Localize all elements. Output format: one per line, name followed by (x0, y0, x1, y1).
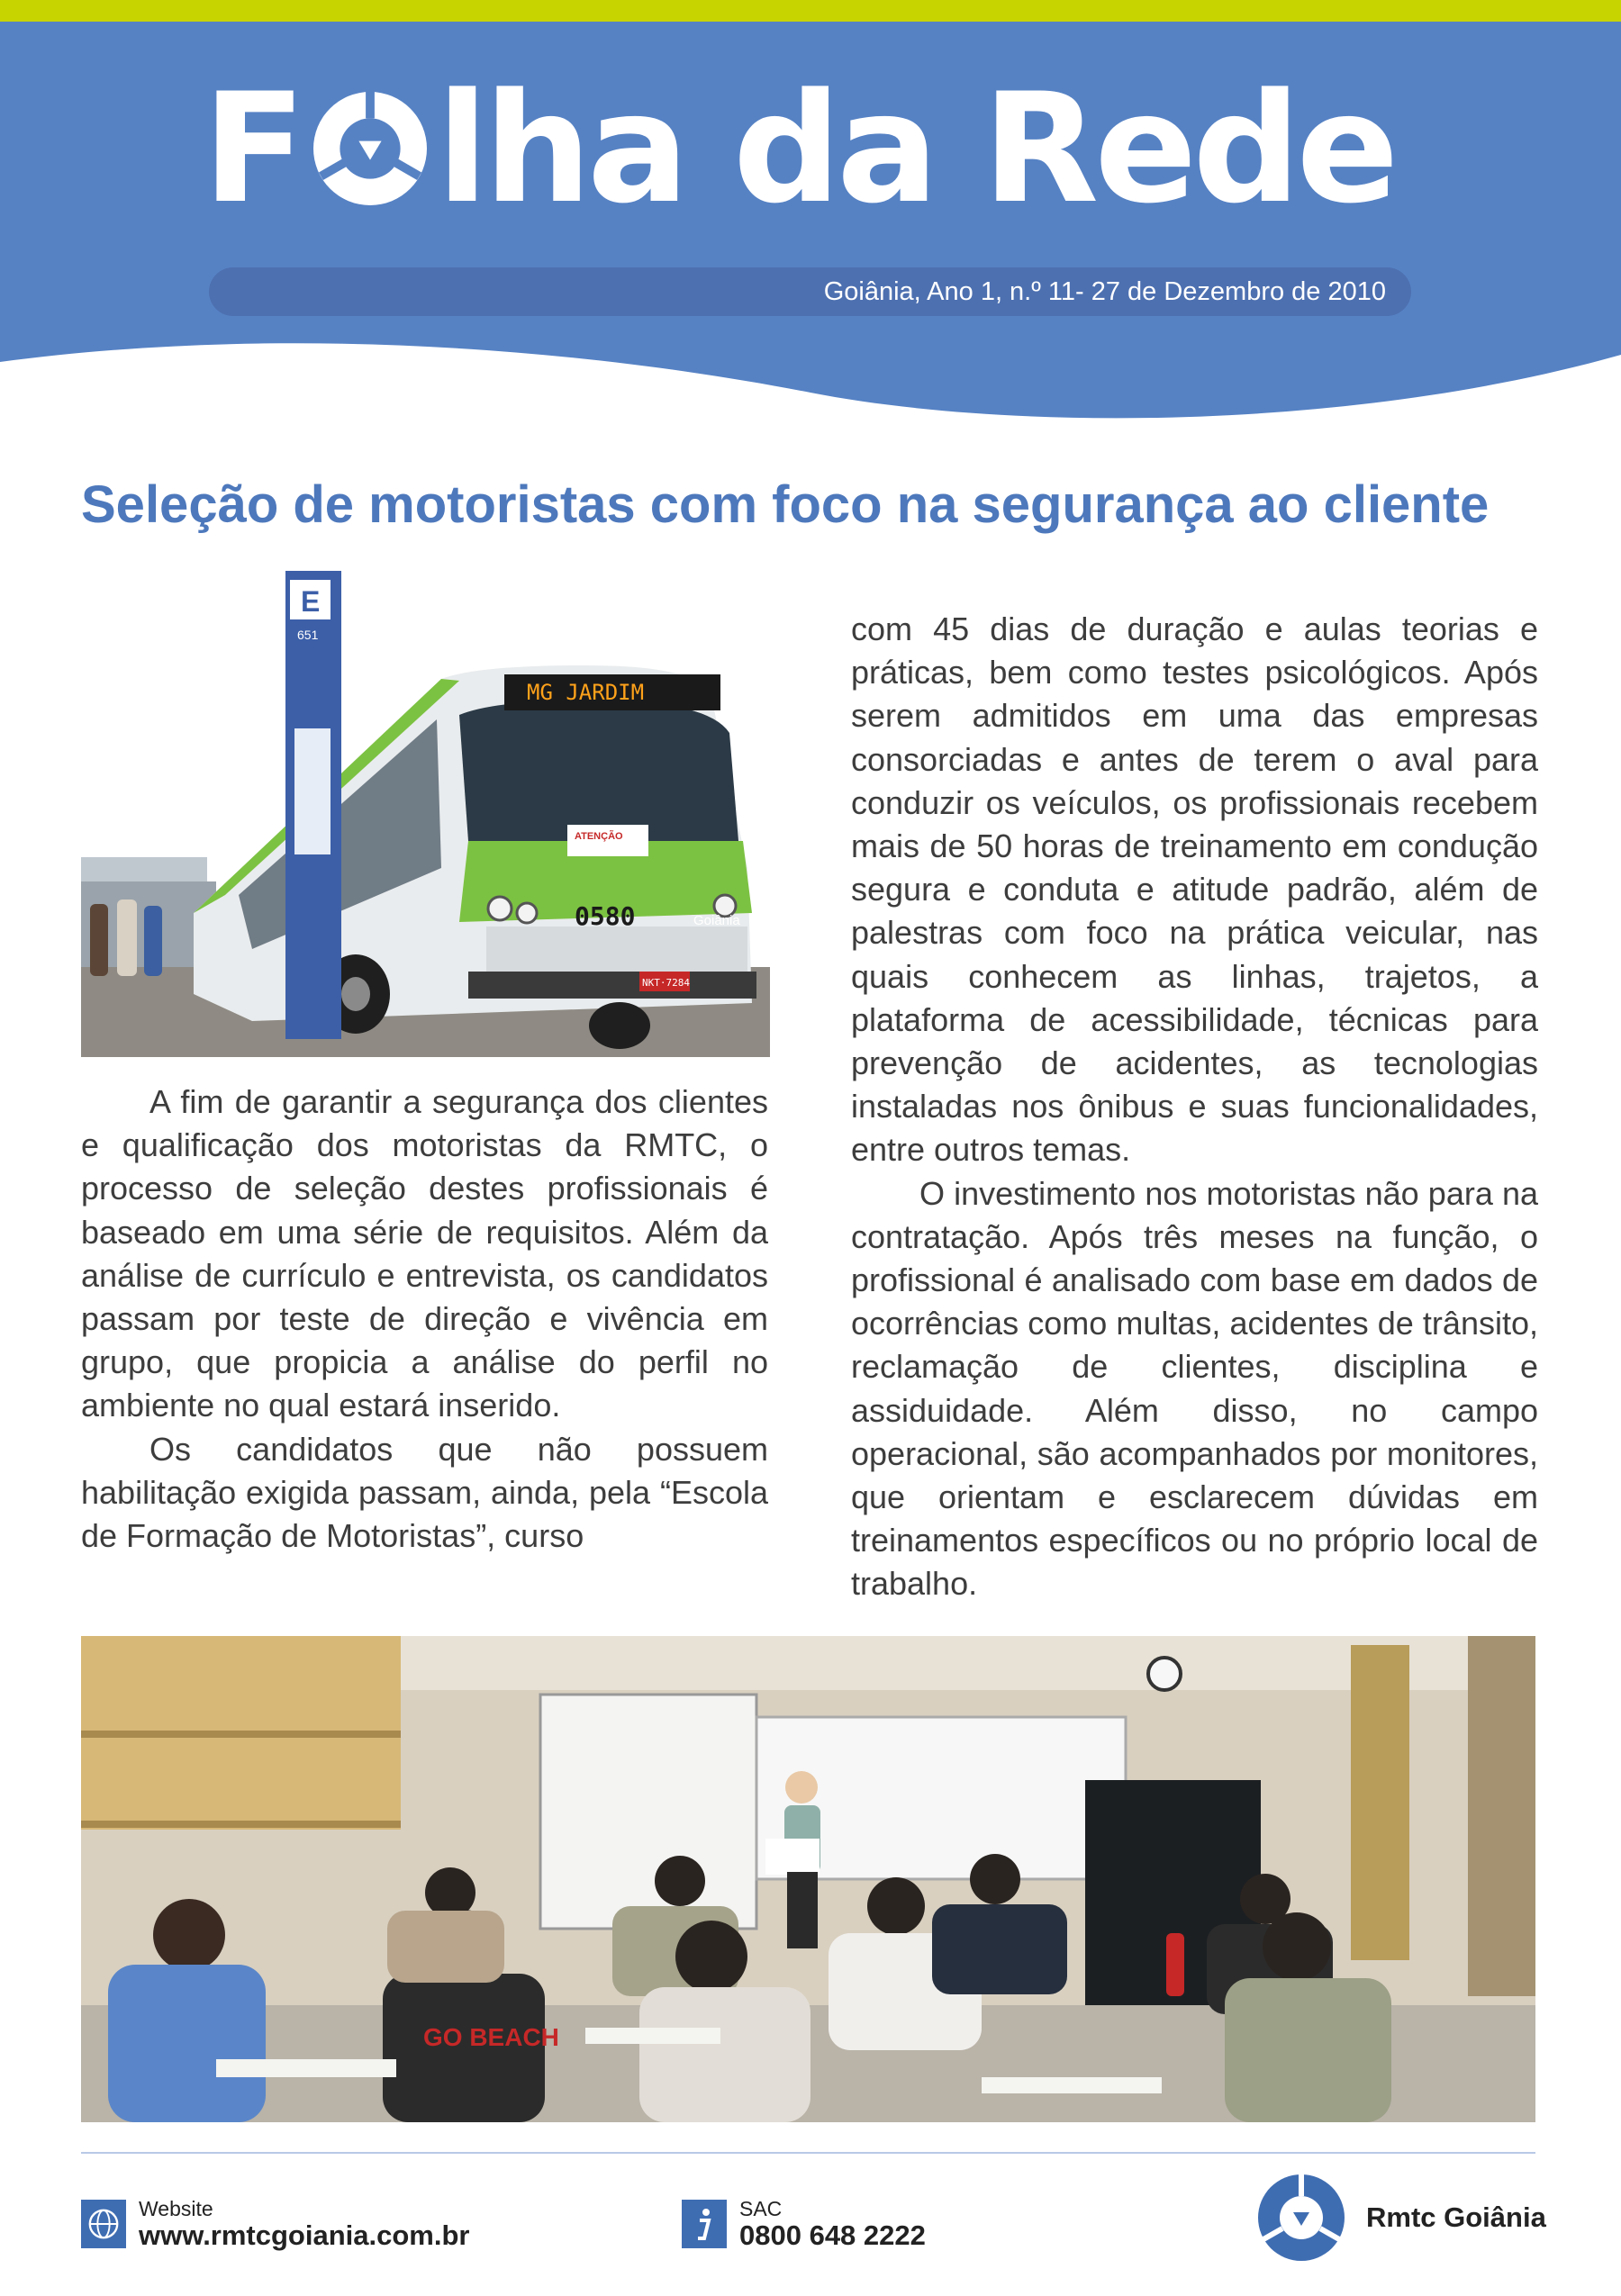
issue-info: Goiânia, Ano 1, n.º 11- 27 de Dezembro de 2010 (209, 267, 1411, 316)
website-label: Website (139, 2197, 213, 2220)
shirt-print-text: GO BEACH (423, 2023, 559, 2051)
info-icon (682, 2200, 727, 2248)
article-paragraph: A fim de garantir a segurança dos clientes e qualificação dos motoristas da RMTC, o processo de seleção destes profissionais é baseado em uma série de requisitos. Além da análise de currículo e entrevista, os candidatos passam por teste de direção e vivência em grupo, que propicia a análise do perfil no ambiente no qual estará inserido. (81, 1083, 768, 1424)
fleet-number: 0580 (575, 901, 636, 931)
article-column-right (851, 608, 1538, 1606)
title-rest: lha da Rede (436, 60, 1395, 237)
sac-phone: 0800 648 2222 (739, 2219, 926, 2251)
bus-notice: ATENÇÃO (575, 831, 623, 842)
globe-icon (81, 2200, 126, 2248)
rmtc-logo-icon (307, 86, 433, 212)
article-paragraph: Os candidatos que não possuem habilitação exigida passam, ainda, pela “Escola de Formação de Motoristas”, curso (81, 1430, 768, 1555)
rmtc-logo-icon (1256, 2173, 1346, 2263)
footer-website[interactable] (81, 2197, 469, 2251)
article-headline: Seleção de motoristas com foco na segurança ao cliente (81, 475, 1490, 534)
plate-number: NKT·7284 (642, 977, 690, 989)
brand-name: Rmtc Goiânia (1366, 2201, 1546, 2233)
sac-label: SAC (739, 2197, 783, 2220)
article-paragraph: O investimento nos motoristas não para na contratação. Após três meses na função, o profissional é analisado com base em dados de ocorrências como multas, acidentes de trânsito, reclamação de clientes, disciplina e assiduidade. Além disso, no campo operacional, são acompanhados por monitores, que orientam e esclarecem dúvidas em treinamentos específicos ou no próprio local de trabalho. (851, 1174, 1538, 1603)
article-column-left (81, 1080, 768, 1558)
article-paragraph: com 45 dias de duração e aulas teorias e práticas, bem como testes psicológicos. Após serem admitidos em uma das empresas consorciadas e antes de terem o aval para conduzir os veículos, os profissionais recebem mais de 50 horas de treinamento em condução segura e conduta e atitude padrão, além de palestras com foco na prática veicular, nas quais conhecem as linhas, trajetos, a plataforma de acessibilidade, técnicas para prevenção de acidentes, as tecnologias instaladas nos ônibus e suas funcionalidades, entre outros temas. (851, 610, 1538, 1169)
bus-photo (81, 571, 770, 1057)
newsletter-title (203, 60, 1395, 237)
bus-stop-letter: E (301, 585, 321, 618)
website-link[interactable]: www.rmtcgoiania.com.br (139, 2219, 470, 2251)
footer-brand (1256, 2173, 1546, 2263)
classroom-photo (81, 1636, 1535, 2122)
bus-brand-label: Goiânia (693, 913, 740, 928)
bus-stop-code: 651 (297, 628, 319, 642)
destination-sign-text: MG JARDIM (527, 680, 645, 705)
footer-sac (682, 2197, 926, 2251)
footer-divider (81, 2152, 1535, 2154)
title-letter-f: F (203, 60, 302, 237)
top-accent-stripe (0, 0, 1621, 22)
